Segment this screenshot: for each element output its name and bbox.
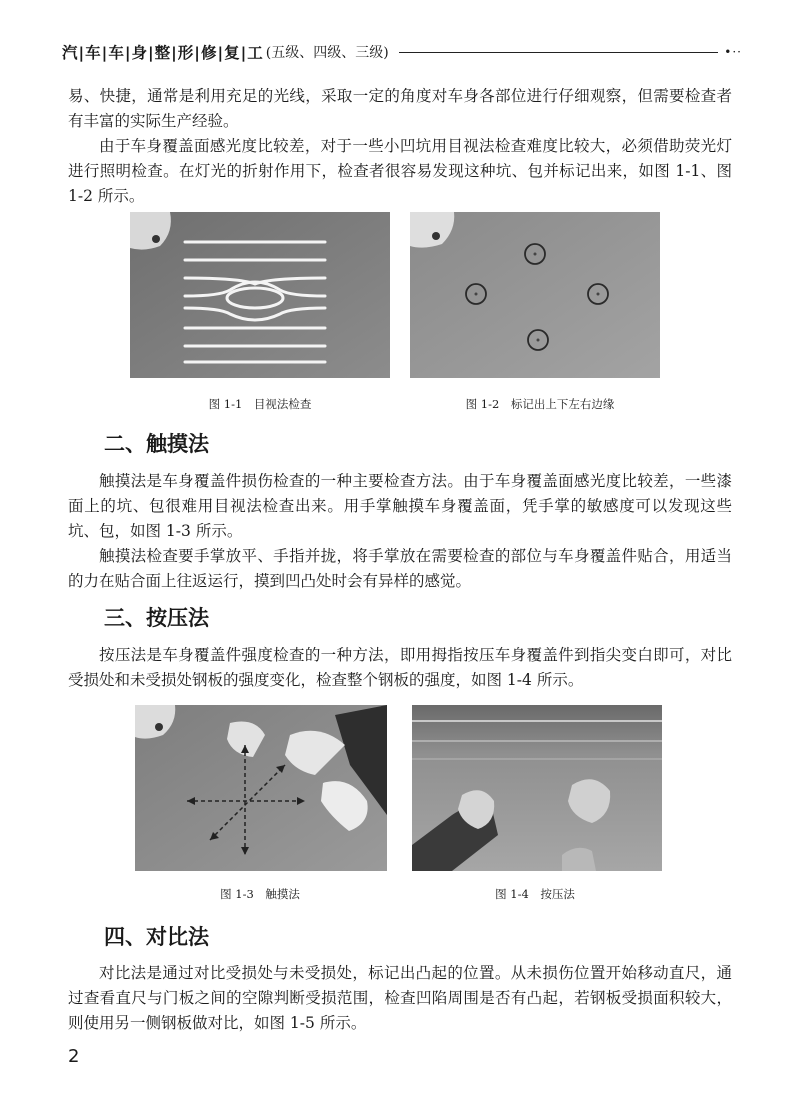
section-title-press: 三、按压法 <box>104 606 209 630</box>
page-number: 2 <box>68 1046 80 1067</box>
figure-1-4-caption: 图 1-4 按压法 <box>495 887 575 901</box>
figure-1-2-photo <box>410 212 660 378</box>
figure-1-3-caption: 图 1-3 触摸法 <box>220 887 300 901</box>
paragraph-visual-continued: 易、快捷，通常是利用充足的光线，采取一定的角度对车身各部位进行仔细观察，但需要检查者有丰富的实际生产经验。 <box>68 87 732 130</box>
header-rule <box>399 52 719 53</box>
figure-1-4-photo <box>412 705 662 871</box>
section-title-compare: 四、对比法 <box>104 925 209 949</box>
figure-1-2-caption: 图 1-2 标记出上下左右边缘 <box>465 397 615 411</box>
paragraph-press: 按压法是车身覆盖件强度检查的一种方法，即用拇指按压车身覆盖件到指尖变白即可，对比受损处和未受损处钢板的强度变化，检查整个钢板的强度，如图 1-4 所示。 <box>68 646 732 689</box>
paragraph-visual-lamp: 由于车身覆盖面感光度比较差，对于一些小凹坑用目视法检查难度比较大，必须借助荧光灯进行照明检查。在灯光的折射作用下，检查者很容易发现这种坑、包并标记出来，如图 1-1、图 1-2 所示。 <box>68 137 732 205</box>
figure-1-1-caption: 图 1-1 目视法检查 <box>208 397 312 411</box>
paragraph-compare: 对比法是通过对比受损处与未受损处，标记出凸起的位置。从未损伤位置开始移动直尺，通过查看直尺与门板之间的空隙判断受损范围，检查凹陷周围是否有凸起，若钢板受损面积较大，则使用另一侧钢板做对比，如图 1-5 所示。 <box>68 964 732 1032</box>
book-title: 汽|车|车|身|整|形|修|复|工 <box>62 44 264 62</box>
section-title-touch: 二、触摸法 <box>104 432 209 456</box>
book-subtitle: (五级、四级、三级) <box>265 45 389 61</box>
paragraph-touch-intro: 触摸法是车身覆盖件损伤检查的一种主要检查方法。由于车身覆盖面感光度比较差，一些漆面上的坑、包很难用目视法检查出来。用手掌触摸车身覆盖面，凭手掌的敏感度可以发现这些坑、包，如图 1-3 所示。 <box>68 472 732 540</box>
header-dots: •·· <box>724 45 742 59</box>
figure-1-1-photo <box>130 212 390 378</box>
running-header <box>62 40 742 64</box>
figure-1-3-photo <box>135 705 387 871</box>
paragraph-touch-method: 触摸法检查要手掌放平、手指并拢，将手掌放在需要检查的部位与车身覆盖件贴合，用适当的力在贴合面上往返运行，摸到凹凸处时会有异样的感觉。 <box>68 547 732 590</box>
